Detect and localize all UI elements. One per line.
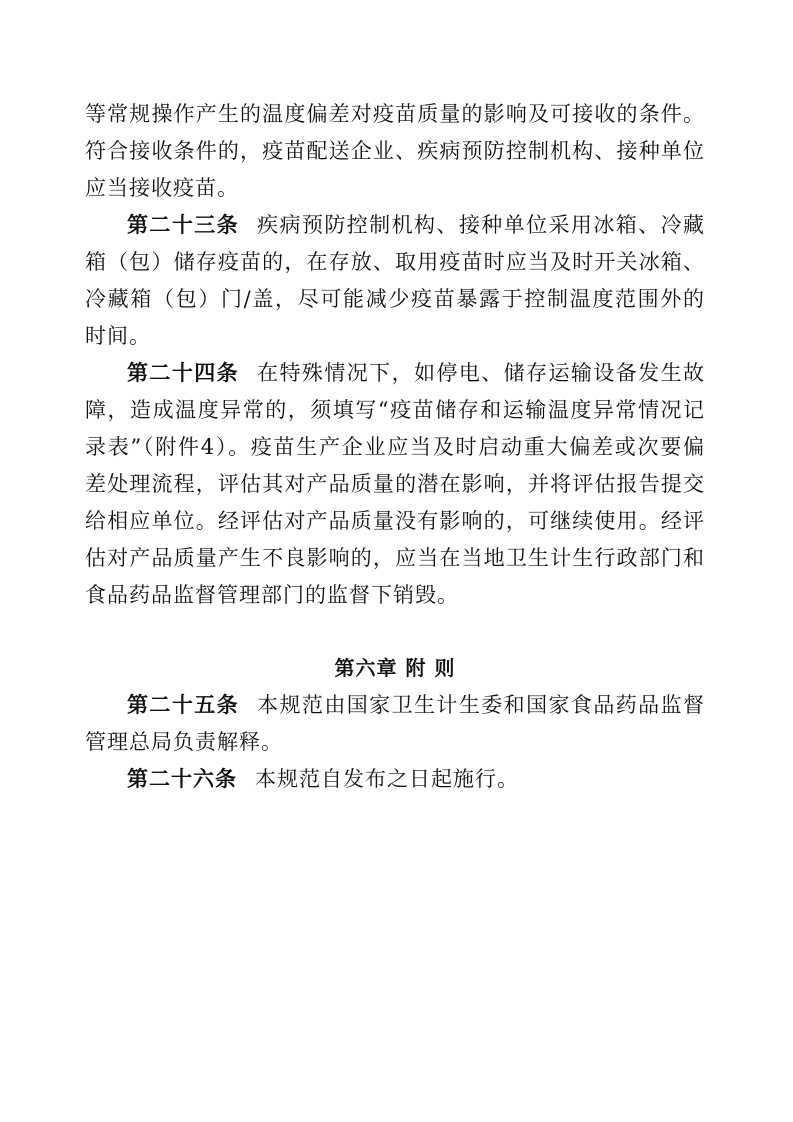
- article-26: [85, 761, 705, 798]
- article-26-title: 第二十六条: [127, 767, 237, 791]
- article-24-title: 第二十四条: [127, 361, 240, 385]
- article-24-text: 在特殊情况下，如停电、储存运输设备发生故障，造成温度异常的，须填写“疫苗储存和运输温度异常情况记录表”（附件4）。疫苗生产企业应当及时启动重大偏差或次要偏差处理流程，评估其对产品质量的潜在影响，并将评估报告提交给相应单位。经评估对产品质量没有影响的，可继续使用。经评估对产品质量产生不良影响的，应当在当地卫生计生行政部门和食品药品监督管理部门的监督下销毁。: [85, 361, 706, 607]
- article-25: [85, 687, 705, 761]
- article-26-text: 本规范自发布之日起施行。: [255, 767, 519, 791]
- article-25-text: 本规范由国家卫生计生委和国家食品药品监督管理总局负责解释。: [85, 693, 706, 754]
- article-23: [85, 207, 705, 355]
- chapter-title: 第六章 附 则: [334, 656, 456, 680]
- paragraph-continuation: 等常规操作产生的温度偏差对疫苗质量的影响及可接收的条件。符合接收条件的，疫苗配送企业、疾病预防控制机构、接种单位应当接收疫苗。: [85, 102, 705, 200]
- article-25-title: 第二十五条: [127, 693, 240, 717]
- article-24: [85, 355, 705, 614]
- article-23-title: 第二十三条: [127, 213, 240, 237]
- article-23-text: 疾病预防控制机构、接种单位采用冰箱、冷藏箱（包）储存疫苗的，在存放、取用疫苗时应当及时开关冰箱、冷藏箱（包）门/盖，尽可能减少疫苗暴露于控制温度范围外的时间。: [85, 213, 706, 348]
- document-page: [85, 96, 705, 798]
